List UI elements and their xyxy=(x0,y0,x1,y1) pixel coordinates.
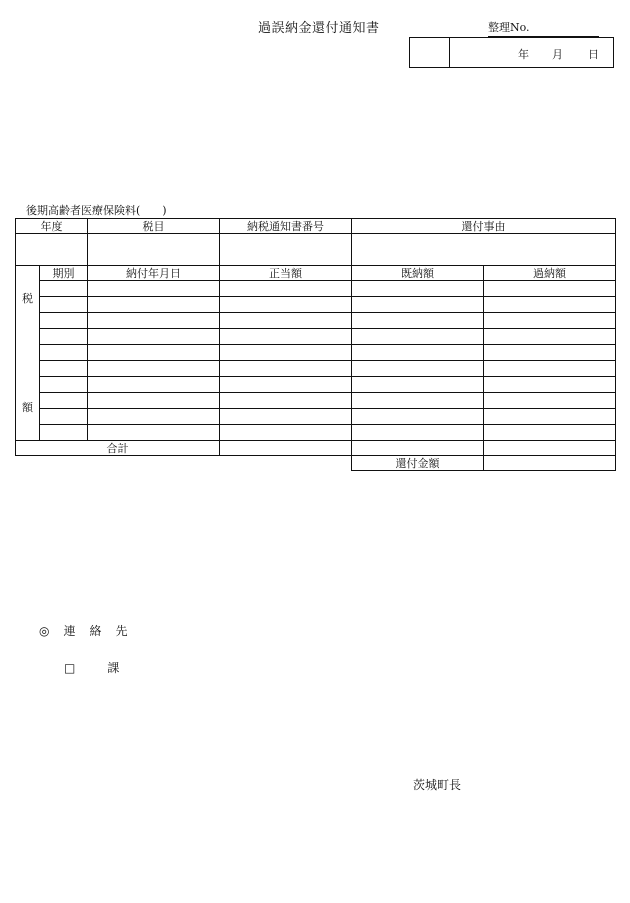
row-cell[interactable] xyxy=(352,313,484,329)
date-month-label: 月 xyxy=(552,48,563,61)
total-seito-gaku[interactable] xyxy=(220,441,352,456)
row-cell[interactable] xyxy=(220,345,352,361)
row-cell[interactable] xyxy=(88,329,220,345)
seiri-number-field: 整理No. xyxy=(488,19,599,37)
row-cell[interactable] xyxy=(40,409,88,425)
row-cell[interactable] xyxy=(352,393,484,409)
row-cell[interactable] xyxy=(40,425,88,441)
department-line xyxy=(64,659,119,676)
row-cell[interactable] xyxy=(220,361,352,377)
table-row xyxy=(16,313,616,329)
table-row xyxy=(16,409,616,425)
contact-char-3: 先 xyxy=(115,624,130,638)
cell-nendo[interactable] xyxy=(16,234,88,266)
total-kino-gaku[interactable] xyxy=(352,441,484,456)
double-circle-mark: ◎ xyxy=(39,624,52,638)
header-kano-gaku: 過納額 xyxy=(484,266,616,281)
row-cell[interactable] xyxy=(40,361,88,377)
date-box-blank-cell xyxy=(410,38,450,67)
table-row xyxy=(16,329,616,345)
row-cell[interactable] xyxy=(484,281,616,297)
cell-zeimoku[interactable] xyxy=(88,234,220,266)
table-row xyxy=(16,281,616,297)
row-cell[interactable] xyxy=(484,329,616,345)
row-cell[interactable] xyxy=(484,345,616,361)
refund-spacer xyxy=(16,456,352,471)
header-kibetsu: 期別 xyxy=(40,266,88,281)
row-cell[interactable] xyxy=(40,345,88,361)
document-title: 過誤納金還付通知書 xyxy=(258,21,380,36)
row-cell[interactable] xyxy=(220,313,352,329)
row-cell[interactable] xyxy=(88,361,220,377)
row-cell[interactable] xyxy=(40,297,88,313)
total-kano-gaku[interactable] xyxy=(484,441,616,456)
row-cell[interactable] xyxy=(88,281,220,297)
row-cell[interactable] xyxy=(88,297,220,313)
refund-amount-label: 還付金額 xyxy=(352,456,484,471)
row-cell[interactable] xyxy=(88,313,220,329)
row-cell[interactable] xyxy=(484,361,616,377)
row-cell[interactable] xyxy=(220,297,352,313)
header-zeimoku: 税目 xyxy=(88,219,220,234)
cell-kanpu-jiyu[interactable] xyxy=(352,234,616,266)
header-kanpu-jiyu: 還付事由 xyxy=(352,219,616,234)
table-row xyxy=(16,345,616,361)
date-box xyxy=(409,37,614,68)
header-tsuchisho-bangou: 納税通知書番号 xyxy=(220,219,352,234)
row-cell[interactable] xyxy=(88,393,220,409)
row-cell[interactable] xyxy=(220,329,352,345)
date-day-label: 日 xyxy=(588,48,599,61)
row-cell[interactable] xyxy=(40,313,88,329)
table-row xyxy=(16,425,616,441)
table-row xyxy=(16,393,616,409)
table-row xyxy=(16,297,616,313)
cell-tsuchisho-bangou[interactable] xyxy=(220,234,352,266)
department-box-icon: □ xyxy=(64,661,76,675)
contact-char-1: 連 xyxy=(63,624,78,638)
row-cell[interactable] xyxy=(352,297,484,313)
tax-side-label-zei: 税 xyxy=(22,292,33,305)
row-cell[interactable] xyxy=(484,313,616,329)
row-cell[interactable] xyxy=(40,393,88,409)
row-cell[interactable] xyxy=(484,409,616,425)
header-kino-gaku: 既納額 xyxy=(352,266,484,281)
row-cell[interactable] xyxy=(220,281,352,297)
row-cell[interactable] xyxy=(40,329,88,345)
row-cell[interactable] xyxy=(40,377,88,393)
row-cell[interactable] xyxy=(484,297,616,313)
table-row xyxy=(16,361,616,377)
total-label: 合計 xyxy=(16,441,220,456)
contact-heading xyxy=(39,622,130,639)
header-seito-gaku: 正当額 xyxy=(220,266,352,281)
row-cell[interactable] xyxy=(352,281,484,297)
row-cell[interactable] xyxy=(40,281,88,297)
tax-side-label-gaku: 額 xyxy=(22,401,33,414)
section-label: 後期高齢者医療保険料( ) xyxy=(26,204,167,217)
row-cell[interactable] xyxy=(352,377,484,393)
tax-side-label xyxy=(16,266,40,441)
refund-table xyxy=(15,218,616,471)
row-cell[interactable] xyxy=(352,409,484,425)
date-year-label: 年 xyxy=(518,48,529,61)
row-cell[interactable] xyxy=(352,361,484,377)
row-cell[interactable] xyxy=(484,393,616,409)
row-cell[interactable] xyxy=(88,409,220,425)
header-nofu-date: 納付年月日 xyxy=(88,266,220,281)
table-row xyxy=(16,377,616,393)
header-nendo: 年度 xyxy=(16,219,88,234)
row-cell[interactable] xyxy=(352,345,484,361)
row-cell[interactable] xyxy=(88,425,220,441)
row-cell[interactable] xyxy=(88,377,220,393)
row-cell[interactable] xyxy=(220,377,352,393)
row-cell[interactable] xyxy=(88,345,220,361)
row-cell[interactable] xyxy=(220,409,352,425)
signer-name: 茨城町長 xyxy=(413,778,462,792)
department-ka: 課 xyxy=(107,661,120,675)
contact-char-2: 絡 xyxy=(89,624,104,638)
row-cell[interactable] xyxy=(484,377,616,393)
row-cell[interactable] xyxy=(220,425,352,441)
row-cell[interactable] xyxy=(352,329,484,345)
row-cell[interactable] xyxy=(220,393,352,409)
row-cell[interactable] xyxy=(484,425,616,441)
refund-amount-value[interactable] xyxy=(484,456,616,471)
row-cell[interactable] xyxy=(352,425,484,441)
